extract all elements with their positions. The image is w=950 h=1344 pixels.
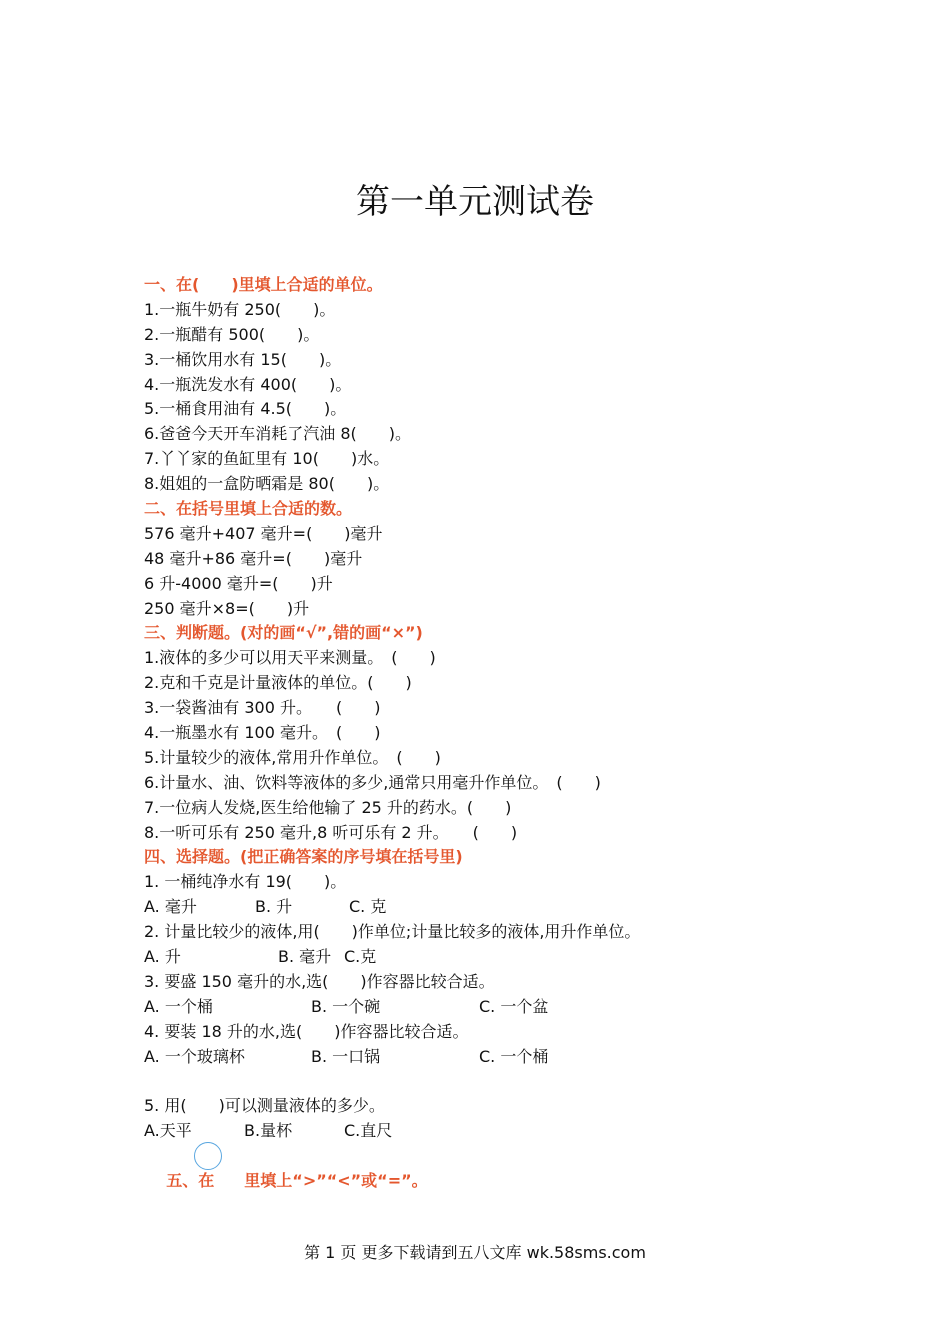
section-5-heading-prefix: 五、在 <box>166 1171 215 1191</box>
blank-line <box>144 1070 864 1095</box>
question-line: 3.一桶饮用水有 15( )。 <box>144 349 342 369</box>
question-line: 6.计量水、油、饮料等液体的多少,通常只用毫升作单位。 ( ) <box>144 772 601 792</box>
question-line: 5.计量较少的液体,常用升作单位。 ( ) <box>144 747 441 767</box>
answer-options <box>144 945 864 970</box>
option-b: B. 一个碗 <box>311 996 381 1016</box>
question-line: 8.一听可乐有 250 毫升,8 听可乐有 2 升。 ( ) <box>144 822 518 842</box>
option-b: B. 一口锅 <box>311 1046 381 1066</box>
question-line: 6.爸爸今天开车消耗了汽油 8( )。 <box>144 424 412 444</box>
question-line: 8.姐姐的一盒防晒霜是 80( )。 <box>144 474 390 494</box>
option-b: B. 毫升 <box>278 947 332 967</box>
option-c: C. 一个桶 <box>479 1046 549 1066</box>
question-line: 7.丫丫家的鱼缸里有 10( )水。 <box>144 449 390 469</box>
option-a: A.天平 <box>144 1121 192 1141</box>
section-5-heading-suffix: 里填上“>”“<”或“=”。 <box>244 1171 428 1191</box>
circle-icon <box>194 1142 222 1170</box>
question-line: 3.一袋酱油有 300 升。 ( ) <box>144 698 381 718</box>
page-footer: 第 1 页 更多下载请到五八文库 wk.58sms.com <box>304 1243 646 1262</box>
section-5-heading <box>144 1144 864 1191</box>
section-3-heading: 三、判断题。(对的画“√”,错的画“×”) <box>144 623 423 643</box>
question-line: 5.一桶食用油有 4.5( )。 <box>144 399 347 419</box>
question-line: 1.一瓶牛奶有 250( )。 <box>144 299 336 319</box>
section-2-heading: 二、在括号里填上合适的数。 <box>144 499 353 519</box>
option-c: C.克 <box>344 947 377 967</box>
answer-options <box>144 895 864 920</box>
option-c: C.直尺 <box>344 1121 393 1141</box>
option-b: B.量杯 <box>244 1121 293 1141</box>
section-4-heading: 四、选择题。(把正确答案的序号填在括号里) <box>144 847 463 867</box>
worksheet-body <box>144 273 864 1191</box>
question-stem: 5. 用( )可以测量液体的多少。 <box>144 1096 385 1116</box>
question-line: 576 毫升+407 毫升=( )毫升 <box>144 523 383 543</box>
question-stem: 1. 一桶纯净水有 19( )。 <box>144 872 347 892</box>
question-line: 1.液体的多少可以用天平来测量。 ( ) <box>144 648 436 668</box>
option-a: A. 一个桶 <box>144 996 213 1016</box>
option-b: B. 升 <box>255 897 293 917</box>
answer-options <box>144 995 864 1020</box>
question-stem: 2. 计量比较少的液体,用( )作单位;计量比较多的液体,用升作单位。 <box>144 922 641 942</box>
question-line: 7.一位病人发烧,医生给他输了 25 升的药水。( ) <box>144 797 512 817</box>
question-stem: 3. 要盛 150 毫升的水,选( )作容器比较合适。 <box>144 971 495 991</box>
option-a: A. 一个玻璃杯 <box>144 1046 245 1066</box>
answer-options <box>144 1045 864 1070</box>
page-title: 第一单元测试卷 <box>356 182 594 222</box>
option-c: C. 克 <box>349 897 387 917</box>
question-stem: 4. 要装 18 升的水,选( )作容器比较合适。 <box>144 1021 469 1041</box>
question-line: 6 升-4000 毫升=( )升 <box>144 573 333 593</box>
option-a: A. 升 <box>144 947 181 967</box>
question-line: 48 毫升+86 毫升=( )毫升 <box>144 548 363 568</box>
option-a: A. 毫升 <box>144 897 197 917</box>
question-line: 4.一瓶墨水有 100 毫升。 ( ) <box>144 723 381 743</box>
question-line: 250 毫升×8=( )升 <box>144 598 310 618</box>
question-line: 2.一瓶醋有 500( )。 <box>144 324 320 344</box>
option-c: C. 一个盆 <box>479 996 549 1016</box>
question-line: 4.一瓶洗发水有 400( )。 <box>144 374 352 394</box>
question-line: 2.克和千克是计量液体的单位。( ) <box>144 673 412 693</box>
section-1-heading: 一、在( )里填上合适的单位。 <box>144 275 383 294</box>
answer-options <box>144 1119 864 1144</box>
